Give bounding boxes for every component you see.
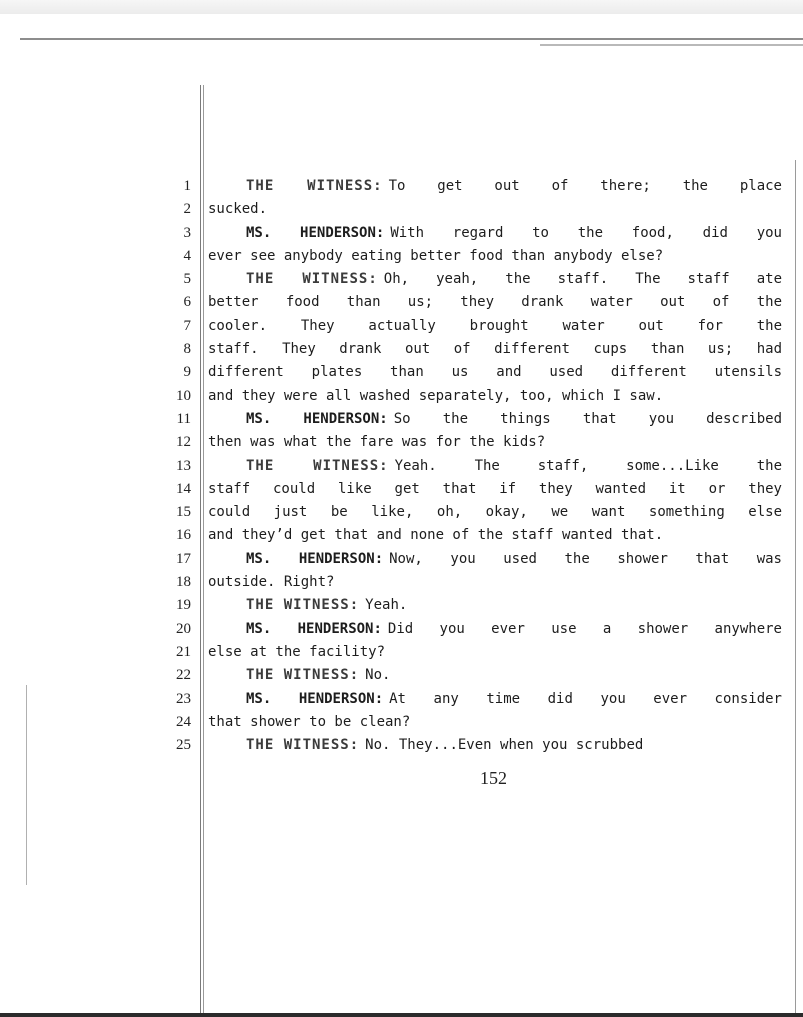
spoken-text: better food than us; they drank water out of the bbox=[208, 294, 782, 311]
speaker-label: MS. HENDERSON: bbox=[246, 224, 385, 241]
line-text bbox=[208, 292, 782, 312]
line-number: 11 bbox=[176, 410, 191, 427]
transcript-line bbox=[0, 665, 803, 688]
line-text bbox=[208, 386, 782, 406]
speaker-label: THE WITNESS: bbox=[246, 271, 378, 288]
line-number: 2 bbox=[183, 201, 191, 218]
header-rule-secondary bbox=[540, 44, 803, 46]
line-text bbox=[246, 269, 782, 289]
line-text bbox=[246, 409, 782, 429]
line-text bbox=[208, 502, 782, 522]
line-text bbox=[208, 525, 782, 545]
transcript-line bbox=[0, 339, 803, 362]
spoken-text: that shower to be clean? bbox=[208, 713, 411, 730]
line-number: 7 bbox=[183, 317, 191, 334]
spoken-text: ever see anybody eating better food than anybody else? bbox=[208, 247, 664, 264]
transcript-line bbox=[0, 479, 803, 502]
speaker-label: MS. HENDERSON: bbox=[246, 690, 384, 707]
line-number: 6 bbox=[183, 294, 191, 311]
transcript-line bbox=[0, 502, 803, 525]
spoken-text: No. bbox=[365, 667, 391, 684]
transcript-body bbox=[0, 176, 803, 758]
spoken-text: outside. Right? bbox=[208, 574, 335, 591]
transcript-line bbox=[0, 595, 803, 618]
transcript-line bbox=[0, 269, 803, 292]
line-number: 17 bbox=[176, 550, 191, 567]
speaker-label: THE WITNESS: bbox=[246, 178, 383, 194]
line-text bbox=[208, 362, 782, 382]
line-text bbox=[246, 456, 782, 476]
line-text bbox=[208, 712, 782, 732]
spoken-text: then was what the fare was for the kids? bbox=[208, 434, 546, 451]
line-text bbox=[246, 223, 782, 243]
spoken-text: staff could like get that if they wanted it or they bbox=[208, 480, 782, 497]
line-text bbox=[246, 619, 782, 639]
transcript-line bbox=[0, 362, 803, 385]
line-number: 20 bbox=[176, 620, 191, 637]
transcript-line bbox=[0, 456, 803, 479]
line-text bbox=[208, 316, 782, 336]
transcript-line bbox=[0, 292, 803, 315]
line-number: 16 bbox=[176, 527, 191, 544]
line-text bbox=[246, 665, 782, 685]
speaker-label: THE WITNESS: bbox=[246, 737, 360, 754]
transcript-line bbox=[0, 572, 803, 595]
header-rule bbox=[20, 38, 803, 40]
transcript-line bbox=[0, 432, 803, 455]
spoken-text: else at the facility? bbox=[208, 643, 386, 660]
transcript-line bbox=[0, 176, 803, 199]
spoken-text: cooler. They actually brought water out for the bbox=[208, 317, 782, 334]
transcript-line bbox=[0, 712, 803, 735]
line-number: 14 bbox=[176, 480, 191, 497]
speaker-label: THE WITNESS: bbox=[246, 597, 360, 614]
transcript-line bbox=[0, 409, 803, 432]
line-number: 22 bbox=[176, 667, 191, 684]
transcript-line bbox=[0, 223, 803, 246]
line-number: 25 bbox=[176, 737, 191, 754]
line-text bbox=[208, 246, 782, 266]
line-number: 8 bbox=[183, 341, 191, 358]
speaker-label: MS. HENDERSON: bbox=[246, 550, 384, 567]
line-text bbox=[246, 549, 782, 569]
line-text bbox=[208, 479, 782, 499]
spoken-text: Yeah. bbox=[365, 597, 408, 614]
line-text bbox=[208, 432, 782, 452]
line-number: 5 bbox=[183, 271, 191, 288]
transcript-line bbox=[0, 549, 803, 572]
transcript-line bbox=[0, 735, 803, 758]
line-number: 18 bbox=[176, 574, 191, 591]
spoken-text: and they were all washed separately, too, which I saw. bbox=[208, 387, 664, 404]
line-text bbox=[208, 572, 782, 592]
line-number: 4 bbox=[183, 247, 191, 264]
speaker-label: MS. HENDERSON: bbox=[246, 410, 388, 427]
line-number: 12 bbox=[176, 434, 191, 451]
transcript-line bbox=[0, 316, 803, 339]
page-number: 152 bbox=[480, 768, 507, 788]
spoken-text: staff. They drank out of different cups than us; had bbox=[208, 341, 782, 358]
spoken-text: Now, you used the shower that was bbox=[389, 550, 782, 567]
line-number: 19 bbox=[176, 597, 191, 614]
transcript-line bbox=[0, 689, 803, 712]
line-number: 9 bbox=[183, 364, 191, 381]
line-number: 1 bbox=[183, 178, 191, 194]
line-number: 10 bbox=[176, 387, 191, 404]
spoken-text: No. They...Even when you scrubbed bbox=[365, 737, 644, 754]
spoken-text: So the things that you described bbox=[393, 410, 782, 427]
spoken-text: sucked. bbox=[208, 201, 268, 218]
line-number: 3 bbox=[183, 224, 191, 241]
spoken-text: Oh, yeah, the staff. The staff ate bbox=[383, 271, 782, 288]
transcript-line bbox=[0, 199, 803, 222]
spoken-text: Did you ever use a shower anywhere bbox=[387, 620, 782, 637]
transcript-line bbox=[0, 525, 803, 548]
line-number: 24 bbox=[176, 713, 191, 730]
scan-bottom-edge bbox=[0, 1013, 803, 1017]
transcript-line bbox=[0, 246, 803, 269]
scan-top-band bbox=[0, 0, 803, 14]
line-number: 13 bbox=[176, 457, 191, 474]
line-number: 15 bbox=[176, 504, 191, 521]
line-text bbox=[208, 339, 782, 359]
spoken-text: To get out of there; the place bbox=[388, 178, 782, 194]
spoken-text: and they’d get that and none of the staff wanted that. bbox=[208, 527, 664, 544]
transcript-line bbox=[0, 642, 803, 665]
line-text bbox=[208, 199, 782, 219]
spoken-text: could just be like, oh, okay, we want something else bbox=[208, 504, 782, 521]
speaker-label: THE WITNESS: bbox=[246, 457, 389, 474]
speaker-label: THE WITNESS: bbox=[246, 667, 360, 684]
spoken-text: different plates than us and used different utensils bbox=[208, 364, 782, 381]
speaker-label: MS. HENDERSON: bbox=[246, 620, 382, 637]
spoken-text: With regard to the food, did you bbox=[390, 224, 782, 241]
line-text bbox=[246, 689, 782, 709]
line-number: 21 bbox=[176, 643, 191, 660]
spoken-text: Yeah. The staff, some...Like the bbox=[394, 457, 782, 474]
spoken-text: At any time did you ever consider bbox=[389, 690, 782, 707]
transcript-line bbox=[0, 386, 803, 409]
line-text bbox=[208, 642, 782, 662]
line-text bbox=[246, 595, 782, 615]
transcript-line bbox=[0, 619, 803, 642]
line-text bbox=[246, 176, 782, 196]
line-text bbox=[246, 735, 782, 755]
line-number: 23 bbox=[176, 690, 191, 707]
